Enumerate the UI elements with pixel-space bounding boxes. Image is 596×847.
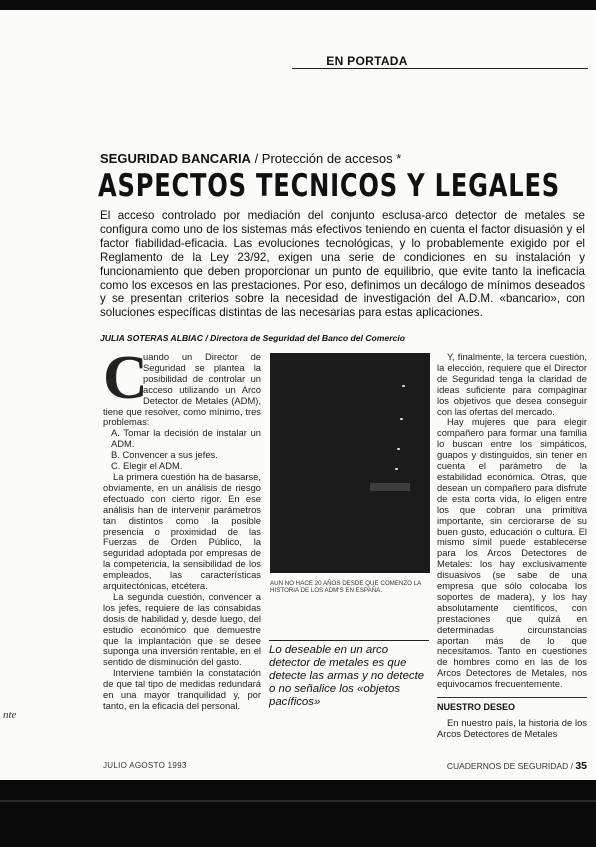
top-black-bar <box>0 0 596 10</box>
list-item: A. Tomar la decisión de instalar un ADM. <box>111 427 261 450</box>
footer-folio <box>447 760 587 772</box>
drop-cap: C <box>103 344 148 412</box>
section-rule <box>292 68 588 69</box>
article-byline: JULIA SOTERAS ALBIAC / Directora de Seguridad del Banco del Comercio <box>100 333 405 343</box>
photo-light <box>400 418 403 420</box>
section-label: EN PORTADA <box>326 54 408 68</box>
body-column-3-continued <box>437 718 587 740</box>
margin-fragment: nte <box>3 709 17 721</box>
bottom-black-bar <box>0 780 596 847</box>
kicker-main: SEGURIDAD BANCARIA <box>100 151 251 166</box>
paragraph: Hay mujeres que para elegir compañero para formar una familia lo buscan entre los simpáticos, guapos y distinguidos, sin tener en cuenta el parámetro de la estabilidad económica. Otras, que desean un compañero para disfrute de esta corta vida, lo eligen entre los que cobran una primitiva importante, sin cerciorarse de su buen gusto, educación o cultura. El mismo símil puede establecerse para los Arcos Detectores de Metales: los hay exclusivamente disuasivos (se sabe de una empresa que sólo colocaba los soportes de madera), y los hay absolutamente científicos, con prestaciones que quizá en determinadas circunstancias aportan más de lo que necesitamos. Tanto en cuestiones de hombres como en las de los Arcos Detectores de Metales, nos equivocamos frecuentemente. <box>437 416 587 690</box>
paragraph: Interviene también la constatación de que tal tipo de medidas redundará en una mayor tranquilidad y, por tanto, en la eficacia del personal. <box>103 667 261 711</box>
paragraph: La primera cuestión ha de basarse, obviamente, en un análisis de riesgo efectuado con cierto rigor. En ese análisis han de intervenir parámetros tan distintos como la posible presencia o proximidad de las Fuerzas de Orden Público, la seguridad adoptada por empresas de la competencia, la sensibilidad de los empleados, las características arquitectónicas, etcétera. <box>103 470 261 592</box>
photo-light <box>397 448 400 450</box>
body-column-1 <box>103 344 261 712</box>
article-kicker <box>100 151 401 166</box>
photo-light <box>402 385 405 387</box>
scan-line <box>0 800 596 802</box>
footer-date: JULIO AGOSTO 1993 <box>103 761 187 770</box>
paragraph: Y, finalmente, la tercera cuestión, la elección, requiere que el Director de Seguridad tenga la claridad de ideas suficiente para compaginar los objetivos que desea conseguir con las ofertas del mercado. <box>437 351 587 417</box>
list-item: B. Convencer a sus jefes. <box>111 449 218 461</box>
paragraph: uando un Director de Seguridad se plantea la posibilidad de controlar un acceso utilizando un Arco Detector de Metales (ADM), tiene que resolver, como mínimo, tres problemas: <box>103 351 261 428</box>
photo-light <box>395 468 398 470</box>
article-headline: ASPECTOS TECNICOS Y LEGALES <box>98 168 560 204</box>
list-item: C. Elegir el ADM. <box>111 460 183 472</box>
section-subhead: NUESTRO DESEO <box>437 702 516 712</box>
paragraph: La segunda cuestión, convencer a los jefes, requiere de las consabidas dosis de habilidad y, desde luego, del estudio económico que demuestre que la implantación que se desee suponga una inversión rentable, en el sentido de disminución del gasto. <box>103 590 261 668</box>
subhead-rule <box>437 697 587 698</box>
article-lead: El acceso controlado por mediación del conjunto esclusa-arco detector de metales se configura como uno de los sistemas más efectivos teniendo en cuenta el factor disuasión y el factor fiabilidad-eficacia. Las evoluciones tecnológicas, y lo probablemente exigido por el Reglamento de la Ley 23/92, exigen una serie de condiciones en su instalación y funcionamiento que deben proporcionar un punto de equilibrio, que evite tanto la ineficacia como los excesos en las prestaciones. Por eso, definimos un decálogo de mínimos deseados y se presentan criterios sobre la necesidad de investigación del A.D.M. «bancario», con soluciones específicas distintas de las necesarias para estas aplicaciones. <box>100 209 585 320</box>
article-photo <box>270 353 430 573</box>
photo-reflection <box>370 483 410 491</box>
body-column-3 <box>437 352 587 690</box>
problem-list <box>103 428 261 472</box>
paragraph: En nuestro país, la historia de los Arcos Detectores de Metales <box>437 717 587 739</box>
kicker-rest: / Protección de accesos * <box>250 151 402 166</box>
footer-publication: CUADERNOS DE SEGURIDAD / <box>446 761 576 771</box>
photo-caption: AUN NO HACE 20 AÑOS DESDE QUE COMENZO LA HISTORIA DE LOS ADM'S EN ESPAÑA. <box>270 580 421 595</box>
page-number: 35 <box>575 760 587 772</box>
pull-quote: Lo deseable en un arco detector de metales es que detecte las armas y no detecte o no señalice los «objetos pacíficos» <box>269 640 429 709</box>
